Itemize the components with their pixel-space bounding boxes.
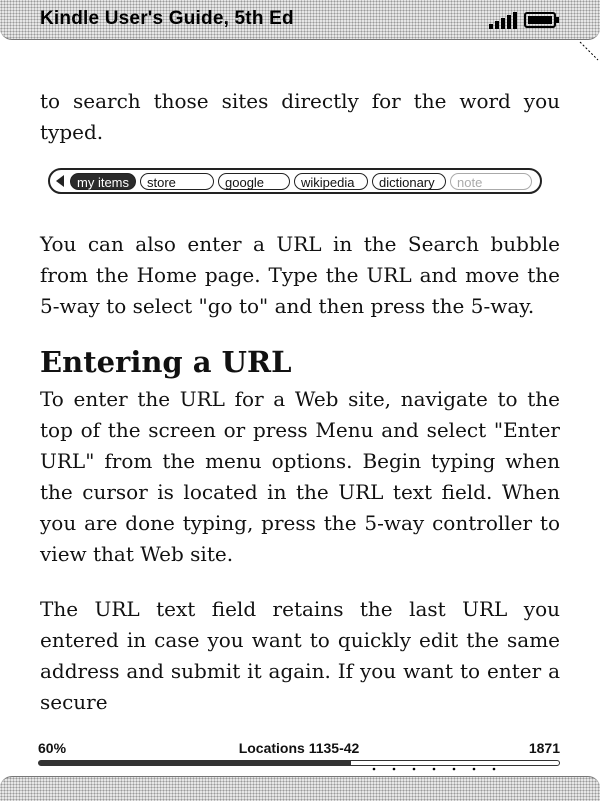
paragraph: You can also enter a URL in the Search bubble from the Home page. Type the URL and move the 5-way to select "go to" and then press the 5-way. xyxy=(40,232,560,318)
paragraph: The URL text field retains the last URL you entered in case you want to quickly edit the same address and submit it again. If you want to enter a secure xyxy=(40,597,560,714)
search-option-note: note xyxy=(450,173,532,190)
section-heading: Entering a URL xyxy=(40,345,292,379)
search-option-google: google xyxy=(218,173,290,190)
bottom-frame xyxy=(0,776,600,801)
status-bar xyxy=(0,0,600,40)
search-option-store: store xyxy=(140,173,214,190)
location-range: Locations 1135-42 xyxy=(238,740,360,756)
page-corner-icon xyxy=(578,40,600,62)
progress-bar xyxy=(38,760,560,766)
progress-bar-fill xyxy=(39,761,351,765)
paragraph: to search those sites directly for the word you typed. xyxy=(40,89,560,144)
book-title: Kindle User's Guide, 5th Ed xyxy=(40,8,294,29)
search-option-my-items: my items xyxy=(70,173,136,190)
reading-footer xyxy=(38,740,560,760)
chapter-ticks xyxy=(38,767,560,773)
search-bubble-image xyxy=(48,168,542,194)
search-option-dictionary: dictionary xyxy=(372,173,446,190)
signal-bars-icon xyxy=(488,11,518,29)
arrow-left-icon xyxy=(56,175,64,187)
search-option-wikipedia: wikipedia xyxy=(294,173,368,190)
battery-icon xyxy=(524,11,560,29)
reading-page xyxy=(40,86,560,718)
progress-percent: 60% xyxy=(38,740,67,756)
paragraph: To enter the URL for a Web site, navigate to the top of the screen or press Menu and select "Enter URL" from the menu options. Begin typing when the cursor is located in the URL text field. When you are done typing, press the 5-way controller to view that Web site. xyxy=(40,387,560,566)
total-locations: 1871 xyxy=(528,740,560,756)
